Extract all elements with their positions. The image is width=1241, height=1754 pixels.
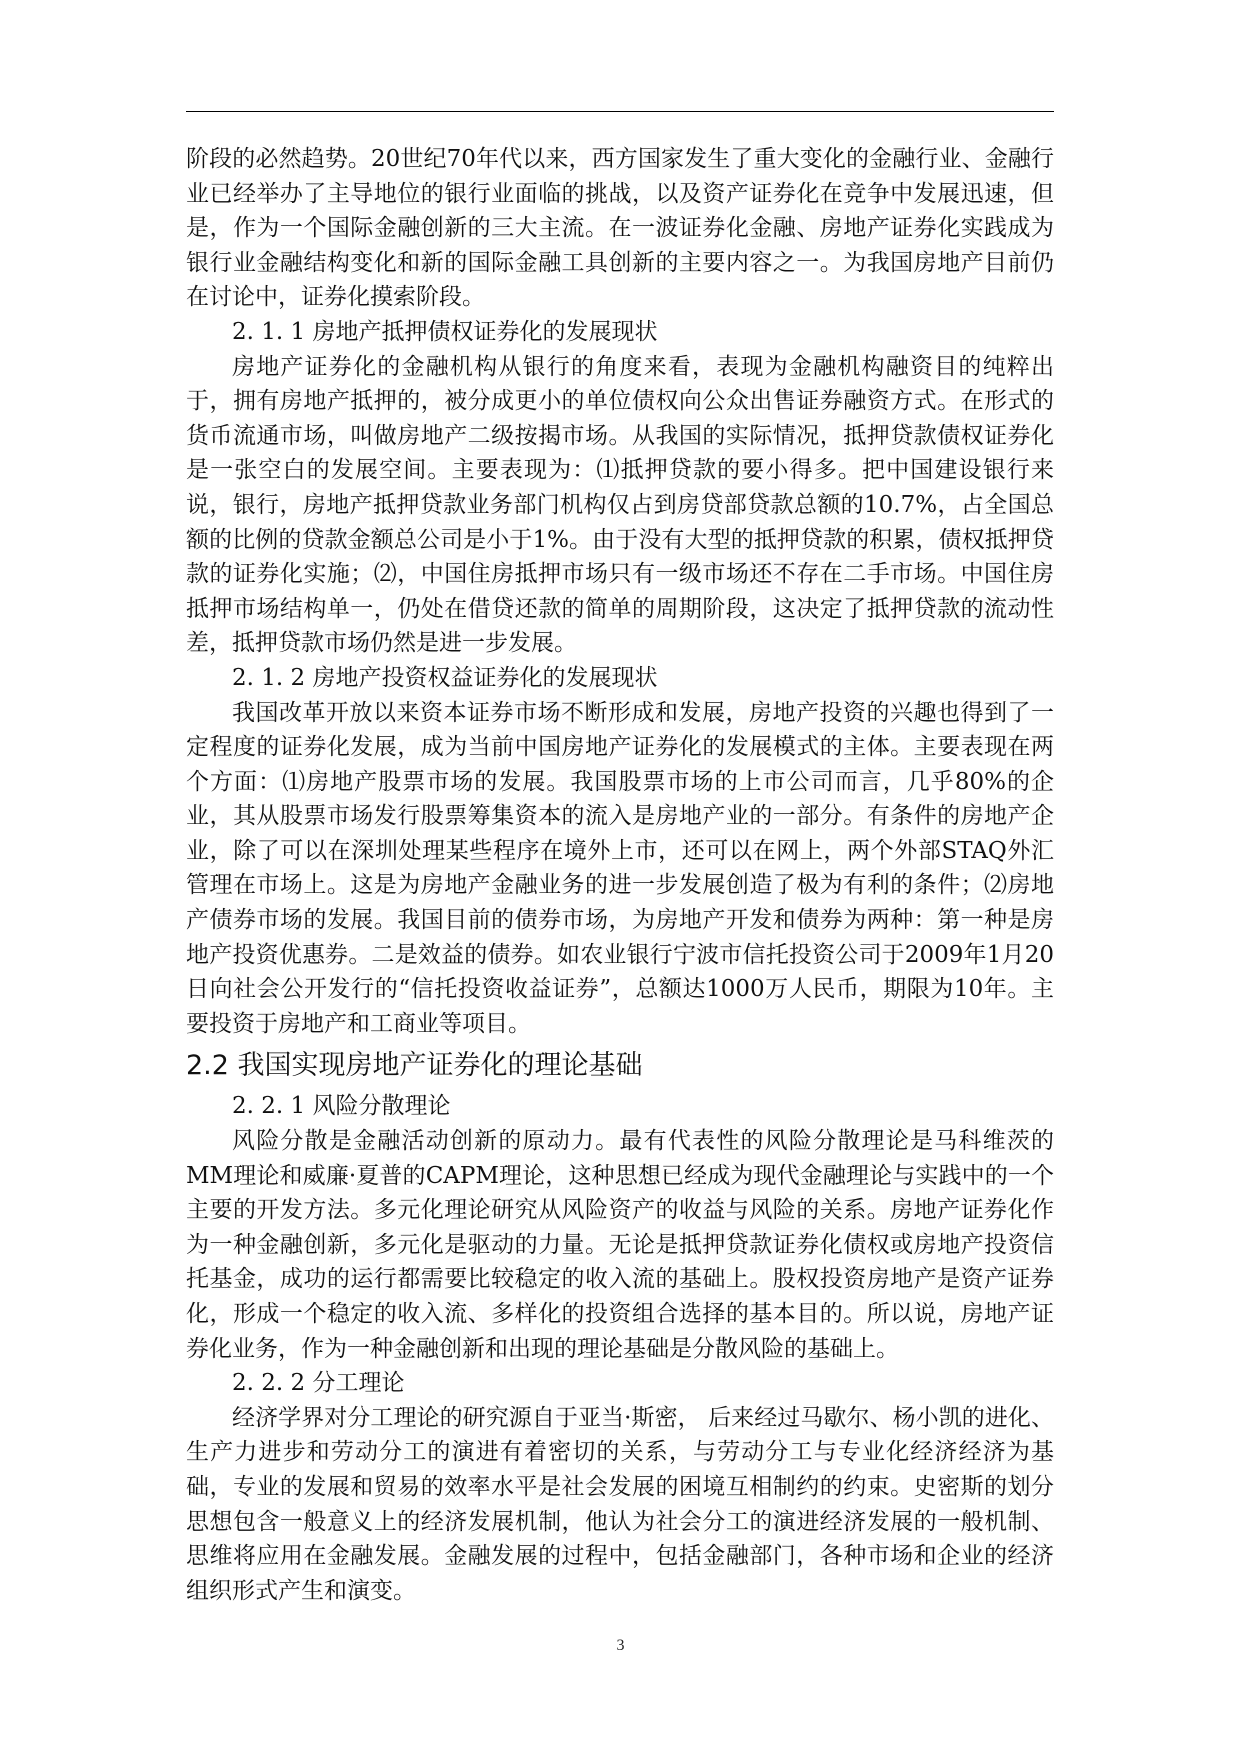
- section-heading-2-2: 2.2 我国实现房地产证券化的理论基础: [186, 1050, 643, 1082]
- paragraph-equity-securitization: 我国改革开放以来资本证券市场不断形成和发展，房地产投资的兴趣也得到了一定程度的证券化发展，成为当前中国房地产证券化的发展模式的主体。主要表现在两个方面：⑴房地产股票市场的发展。我国股票市场的上市公司而言，几乎80%的企业，其从股票市场发行股票筹集资本的流入是房地产业的一部分。有条件的房地产企业，除了可以在深圳处理某些程序在境外上市，还可以在网上，两个外部STAQ外汇管理在市场上。这是为房地产金融业务的进一步发展创造了极为有利的条件；⑵房地产债券市场的发展。我国目前的债券市场，为房地产开发和债券为两种：第一种是房地产投资优惠券。二是效益的债券。如农业银行宁波市信托投资公司于2009年1月20日向社会公开发行的“信托投资收益证券”，总额达1000万人民币，期限为10年。主要投资于房地产和工商业等项目。: [186, 699, 1054, 1037]
- paragraph-intro: 阶段的必然趋势。20世纪70年代以来，西方国家发生了重大变化的金融行业、金融行业已经举办了主导地位的银行业面临的挑战，以及资产证券化在竞争中发展迅速，但是，作为一个国际金融创新的三大主流。在一波证券化金融、房地产证券化实践成为银行业金融结构变化和新的国际金融工具创新的主要内容之一。为我国房地产目前仍在讨论中，证券化摸索阶段。: [186, 146, 1054, 311]
- subsection-heading-2-2-1: 2. 2. 1 风险分散理论: [232, 1093, 451, 1120]
- paragraph-risk-diversification: 风险分散是金融活动创新的原动力。最有代表性的风险分散理论是马科维茨的MM理论和威廉·夏普的CAPM理论，这种思想已经成为现代金融理论与实践中的一个主要的开发方法。多元化理论研究从风险资产的收益与风险的关系。房地产证券化作为一种金融创新，多元化是驱动的力量。无论是抵押贷款证券化债权或房地产投资信托基金，成功的运行都需要比较稳定的收入流的基础上。股权投资房地产是资产证券化，形成一个稳定的收入流、多样化的投资组合选择的基本目的。所以说，房地产证券化业务，作为一种金融创新和出现的理论基础是分散风险的基础上。: [186, 1128, 1054, 1362]
- paragraph-division-of-labor: 经济学界对分工理论的研究源自于亚当·斯密， 后来经过马歇尔、杨小凯的进化、生产力进步和劳动分工的演进有着密切的关系，与劳动分工与专业化经济经济为基础，专业的发展和贸易的效率水平是社会发展的困境互相制约的约束。史密斯的划分思想包含一般意义上的经济发展机制，他认为社会分工的演进经济发展的一般机制、思维将应用在金融发展。金融发展的过程中，包括金融部门，各种市场和企业的经济组织形式产生和演变。: [186, 1404, 1054, 1604]
- subsection-heading-2-1-2: 2. 1. 2 房地产投资权益证券化的发展现状: [232, 664, 658, 691]
- page-body: [186, 142, 1054, 1608]
- header-rule: [186, 111, 1054, 112]
- subsection-heading-2-2-2: 2. 2. 2 分工理论: [232, 1370, 405, 1397]
- paragraph-mortgage-securitization: 房地产证券化的金融机构从银行的角度来看，表现为金融机构融资目的纯粹出于，拥有房地产抵押的，被分成更小的单位债权向公众出售证券融资方式。在形式的货币流通市场，叫做房地产二级按揭市场。从我国的实际情况，抵押贷款债权证券化是一张空白的发展空间。主要表现为：⑴抵押贷款的要小得多。把中国建设银行来说，银行，房地产抵押贷款业务部门机构仅占到房贷部贷款总额的10.7%，占全国总额的比例的贷款金额总公司是小于1%。由于没有大型的抵押贷款的积累，债权抵押贷款的证券化实施；⑵，中国住房抵押市场只有一级市场还不存在二手市场。中国住房抵押市场结构单一，仍处在借贷还款的简单的周期阶段，这决定了抵押贷款的流动性差，抵押贷款市场仍然是进一步发展。: [186, 353, 1054, 657]
- page-number: 3: [616, 1637, 625, 1654]
- subsection-heading-2-1-1: 2. 1. 1 房地产抵押债权证券化的发展现状: [232, 318, 658, 345]
